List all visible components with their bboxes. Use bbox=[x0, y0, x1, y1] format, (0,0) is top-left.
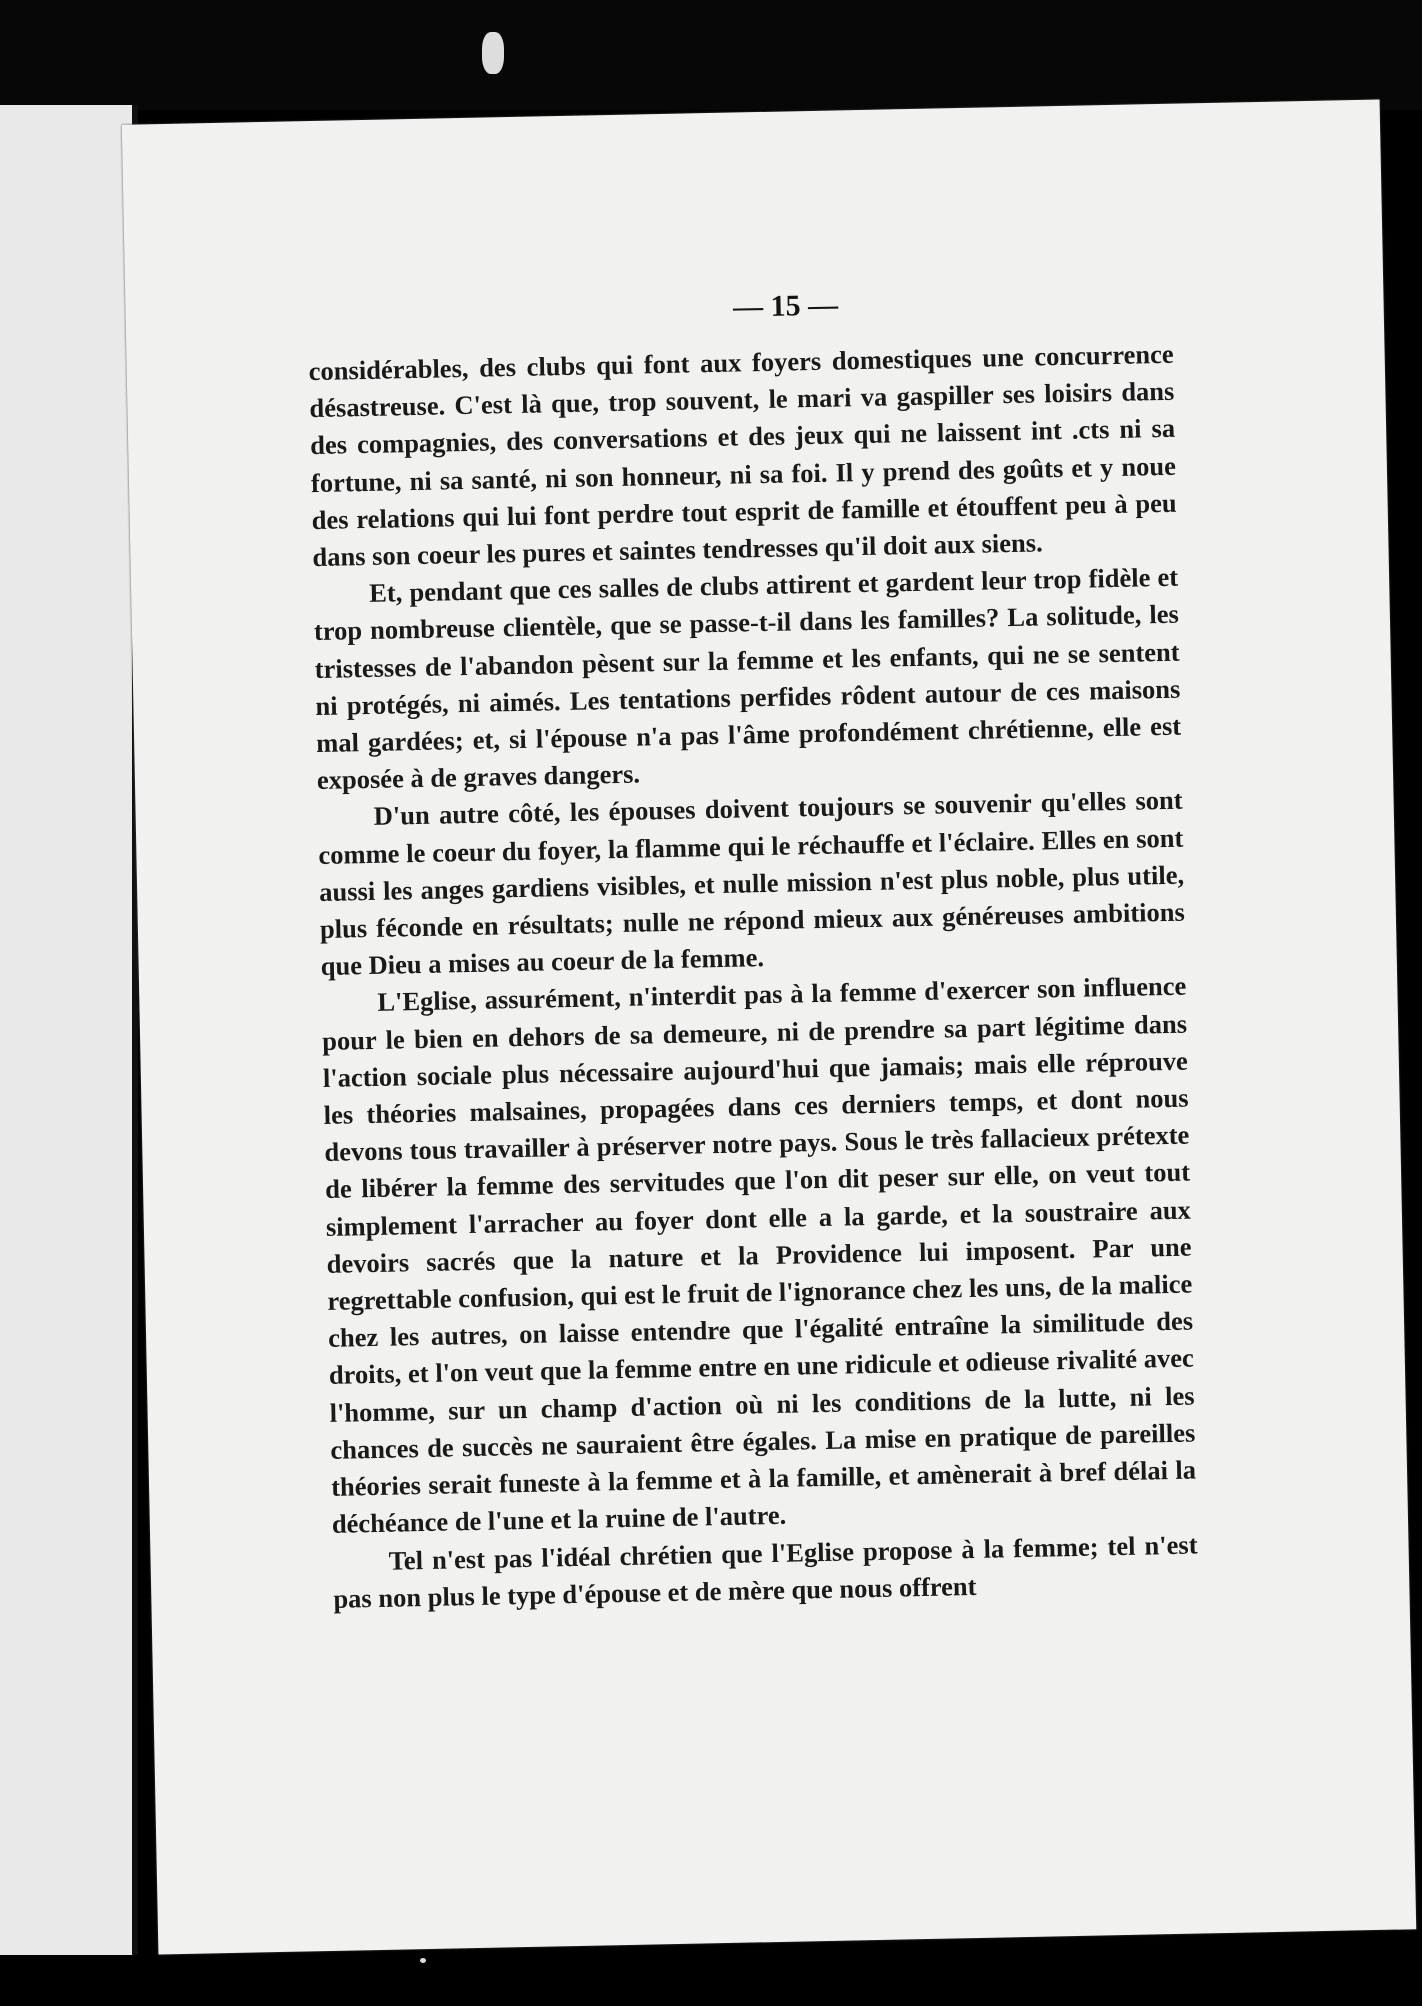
body-text bbox=[308, 336, 1198, 1618]
scan-top-border bbox=[0, 0, 1422, 110]
paragraph-3: D'un autre côté, les épouses doivent toujours se souvenir qu'elles sont comme le coeur du foyer, la flamme qui le réchauffe et l'éclaire. Elles en sont aussi les anges gardiens visibles, et nulle mission n'est plus noble, plus utile, plus féconde en résultats; nulle ne répond mieux aux généreuses ambitions que Dieu a mises au coeur de la femme. bbox=[318, 785, 1186, 982]
page-number: — 15 — bbox=[732, 288, 839, 324]
scan-speck bbox=[420, 1958, 426, 1963]
book-page bbox=[122, 100, 1416, 1955]
paragraph-1: considérables, des clubs qui font aux foyers domestiques une concurrence désastreuse. C'est là que, trop souvent, le mari va gaspiller ses loisirs dans des compagnies, des conversations et des jeux qui ne laissent int .cts ni sa fortune, ni sa santé, ni son honneur, ni sa foi. Il y prend des goûts et y noue des relations qui lui font perdre tout esprit de famille et étouffent peu à peu dans son coeur les pures et saintes tendresses qu'il doit aux siens. bbox=[308, 338, 1177, 573]
scan-speck bbox=[482, 32, 504, 74]
previous-page-edge bbox=[0, 105, 138, 1955]
paragraph-4: L'Eglise, assurément, n'interdit pas à la femme d'exercer son influence pour le bien en dehors de sa demeure, ni de prendre sa part légitime dans l'action sociale plus nécessaire aujourd'hui que jamais; mais elle réprouve les théories malsaines, propagées dans ces derniers temps, et dont nous devons tous travailler à préserver notre pays. Sous le très fallacieux prétexte de libérer la femme des servitudes que l'on dit peser sur elle, on veut tout simplement l'arracher au foyer dont elle a la garde, et la soustraire aux devoirs sacrés que la nature et la Providence lui imposent. Par une regrettable confusion, qui est le fruit de l'ignorance chez les uns, de la malice chez les autres, on laisse entendre que l'égalité entraîne la similitude des droits, et l'on veut que la femme entre en une ridicule et odieuse rivalité avec l'homme, sur un champ d'action où ni les conditions de la lutte, ni les chances de succès ne sauraient être égales. La mise en pratique de pareilles théories serait funeste à la femme et à la famille, et amènerait à bref délai la déchéance de l'une et la ruine de l'autre. bbox=[321, 971, 1197, 1540]
paragraph-2: Et, pendant que ces salles de clubs attirent et gardent leur trop fidèle et trop nombreuse clientèle, que se passe-t-il dans les familles? La solitude, les tristesses de l'abandon pèsent sur la femme et les enfants, qui ne se sentent ni protégés, ni aimés. Les tentations perfides rôdent autour de ces maisons mal gardées; et, si l'épouse n'a pas l'âme profondément chrétienne, elle est exposée à de graves dangers. bbox=[313, 561, 1182, 796]
paragraph-5: Tel n'est pas l'idéal chrétien que l'Eglise propose à la femme; tel n'est pas non plus le type d'épouse et de mère que nous offrent bbox=[333, 1529, 1198, 1614]
